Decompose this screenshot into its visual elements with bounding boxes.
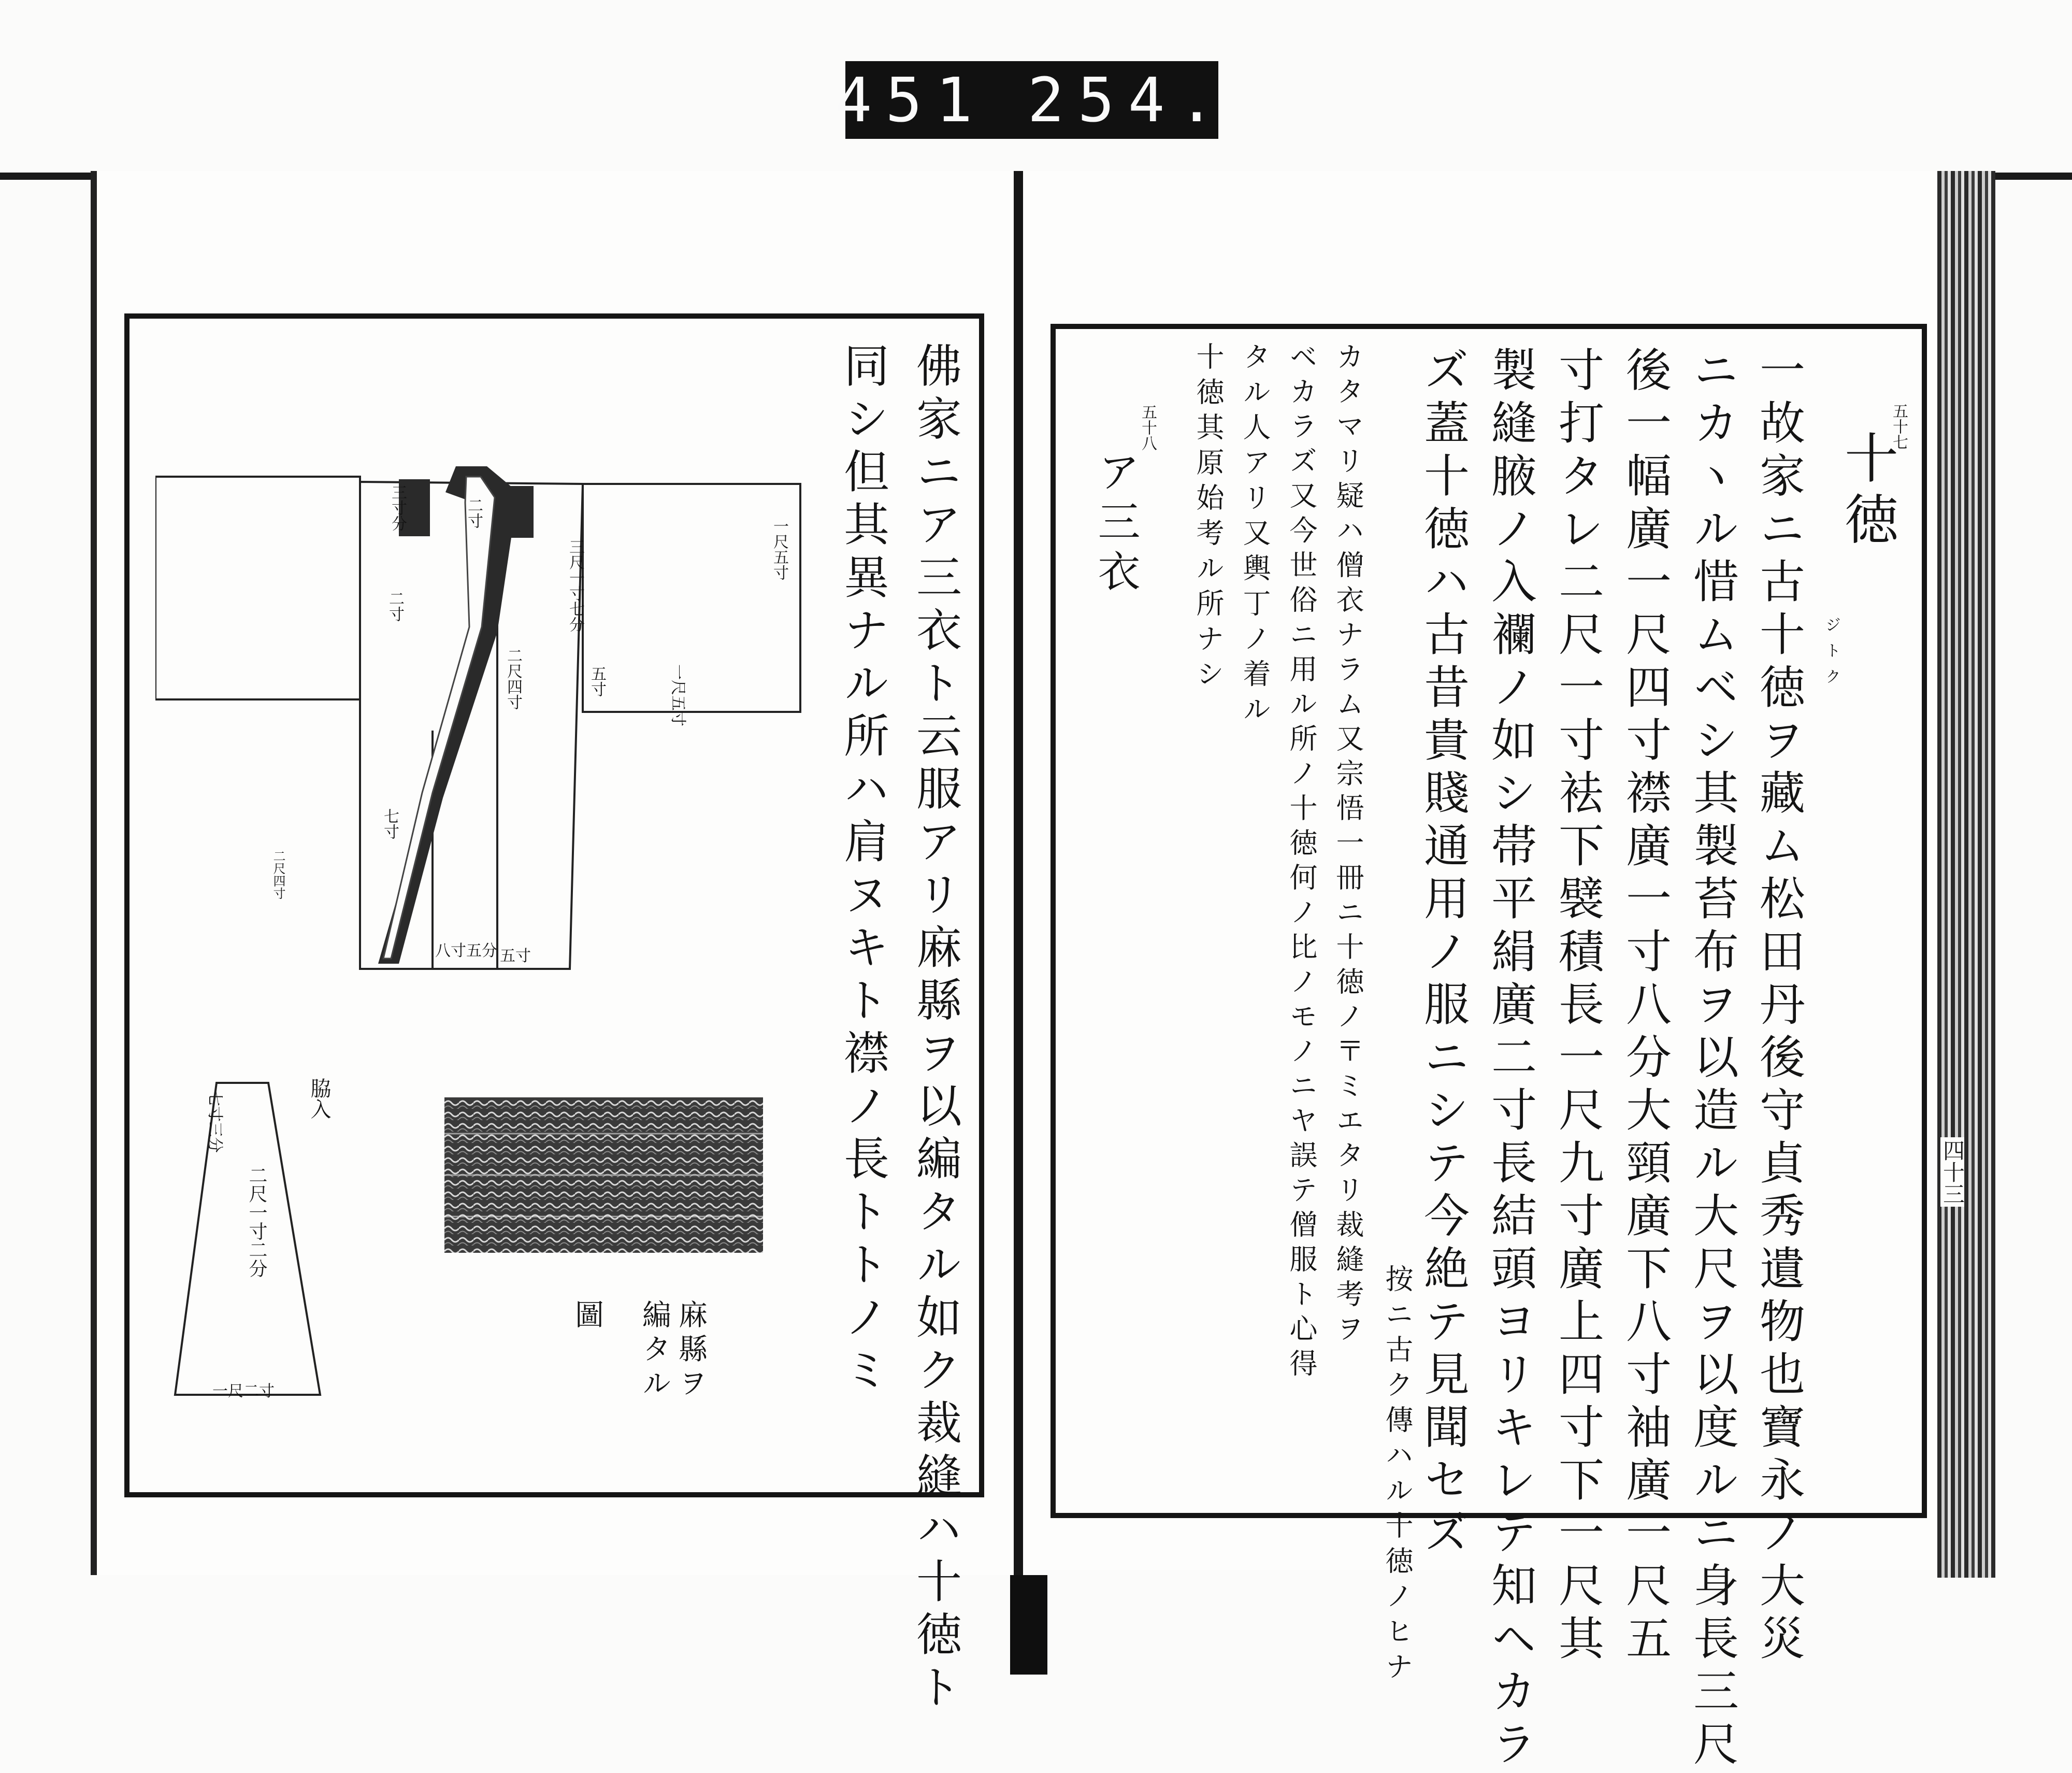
caption-line-2: 編タル [638,1299,671,1402]
note-column-2: カタマリ疑ハ僧衣ナラム又宗悟一冊ニ十徳ノ〒ミエタリ裁縫考ヲ [1332,342,1364,1349]
hemp-weave-swatch [444,1097,763,1253]
note-column-3: ベカラズ又今世俗ニ用ル所ノ十徳何ノ比ノモノニヤ誤テ僧服ト心得 [1285,342,1318,1383]
next-item-number: 五十八 [1139,404,1157,451]
measure-lapel: 七寸 [381,808,399,839]
measure-body-length: 三尺一寸七分 [566,539,584,632]
measure-sleeve-length: 一尺五寸 [770,518,788,580]
body-column-5: 製縫腋ノ入襴ノ如シ帯平絹廣二寸長結頭ヨリキレテ知ヘカラ [1484,346,1537,1773]
gutter-tab [1010,1575,1047,1675]
note-column-4: タル人アリ又輿丁ノ着ル [1239,342,1271,730]
catalog-number-2: 254. [1027,64,1229,136]
left-sleeve [155,477,360,699]
measure-sleeve-opening: 五寸 [588,666,606,697]
left-body-column-1: 佛家ニア三衣ト云服アリ麻縣ヲ以編タル如ク裁縫ハ十徳ト [909,342,962,1716]
measure-center: 二尺四寸 [271,850,285,899]
furigana-jittoku: ジトク [1822,617,1840,694]
catalog-number-1: 451 [835,64,986,136]
gusset-top: 七寸三分 [206,1091,224,1153]
measure-inner-length: 二尺四寸 [504,648,522,710]
page-folio: 四十三 [1940,1137,1964,1207]
measure-shoulder: 二寸 [465,497,483,528]
caption-line-1: 麻縣ヲ [674,1299,708,1402]
gusset-label: 脇入 [307,1078,331,1119]
book-gutter [1014,171,1023,1580]
body-column-6: ズ蓋十徳ハ古昔貴賤通用ノ服ニシテ今絶テ見聞セズ [1417,346,1470,1562]
measure-lower-width: 一尺五寸 [669,664,687,726]
body-column-1: 一故家ニ古十徳ヲ藏ム松田丹後守貞秀遺物也寶永ノ大災 [1752,346,1806,1667]
left-body-column-2: 同シ但其異ナル所ハ肩ヌキト襟ノ長トトノミ [837,342,890,1399]
note-column-1: 按ニ古ク傳ハル十徳ノヒナ [1381,1264,1414,1687]
measure-hem-1: 八寸五分 [435,942,497,960]
item-number: 五十七 [1890,403,1908,450]
measure-collar: 二寸 [386,591,404,622]
body-column-3: 後一幅廣一尺四寸襟廣一寸八分大頸廣下八寸袖廣一尺五 [1619,346,1672,1667]
next-item-title: ア三衣 [1091,450,1140,599]
body-column-2: ニカヽル惜ムベシ其製苔布ヲ以造ル大尺ヲ以度ルニ身長三尺 [1686,346,1739,1773]
page-edge-stack [1937,171,1995,1578]
page-title: 十徳 [1835,430,1898,552]
body-column-4: 寸打タレ二尺一寸袪下襞積長一尺九寸廣上四寸下一尺其 [1551,346,1605,1667]
robe-diagram [155,461,803,979]
caption-line-3: 圖 [570,1299,604,1334]
gusset-length: 二尺一寸二分 [246,1166,267,1278]
measure-hem-2: 五寸 [500,947,531,965]
gusset-bottom: 一尺二寸 [212,1382,275,1400]
note-column-5: 十徳其原始考ル所ナシ [1192,342,1225,694]
measure-collar-width: 三寸分 [388,484,407,531]
catalog-label [835,61,1229,139]
